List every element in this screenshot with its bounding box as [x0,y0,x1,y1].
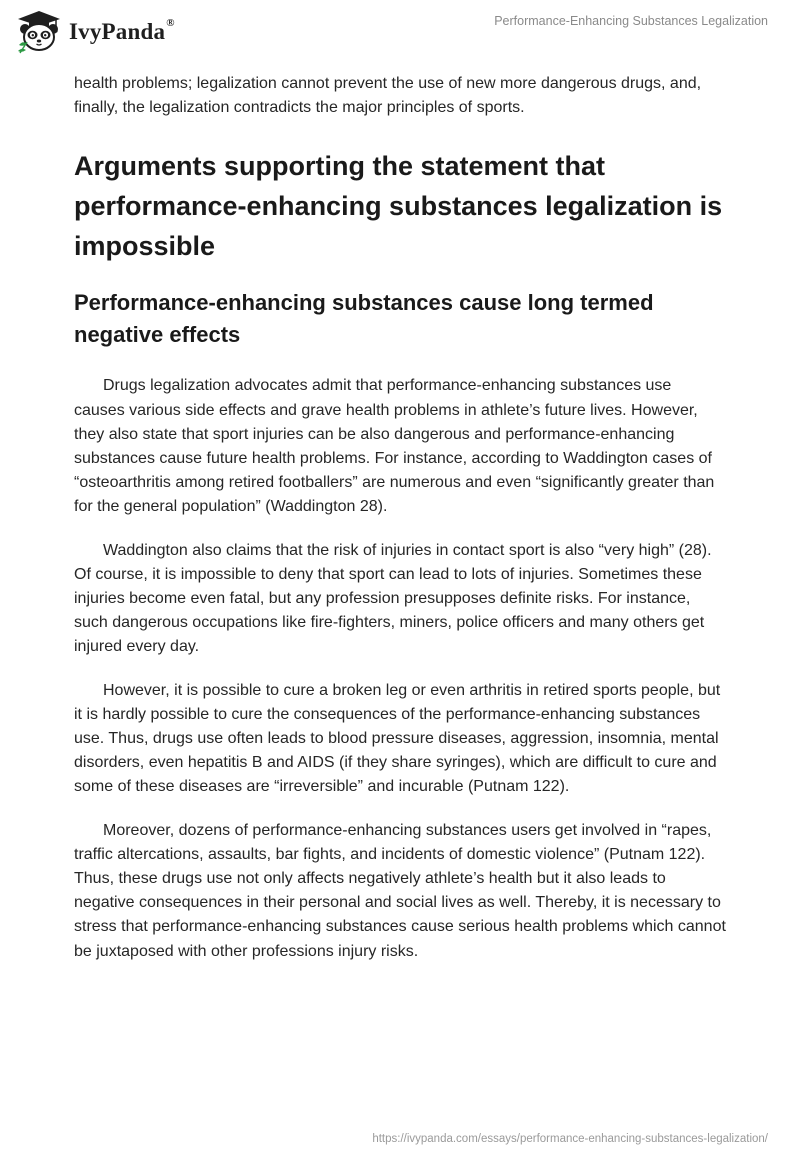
registered-mark: ® [166,17,175,29]
subsection-heading: Performance-enhancing substances cause long termed negative effects [74,290,654,348]
brand-name: IvyPanda® [69,17,175,44]
body-paragraph-1: Drugs legalization advocates admit that performance-enhancing substances use causes various side effects and grave health problems in athlete’s future lives. However, they also state that sport injuries can be also dangerous and performance-enhancing substances cause future health problems. For instance, according to Waddington cases of “osteoarthritis among retired footballers” are numerous and even “significantly greater than for the general population” (Waddington 28). [74,377,715,516]
body-paragraph-3: However, it is possible to cure a broken leg or even arthritis in retired sports people, but it is hardly possible to cure the consequences of the performance-enhancing substances use. Thus, drugs use often leads to blood pressure diseases, aggression, insomnia, mental disorders, even hepatitis B and AIDS (if they share syringes), which are difficult to cure and some of these diseases are “irreversible” and incurable (Putnam 122). [74,681,721,796]
document-title: Performance-Enhancing Substances Legalization [494,14,768,28]
body-paragraph-2: Waddington also claims that the risk of injuries in contact sport is also “very high” (28). Of course, it is impossible to deny that sport can lead to lots of injuries. Sometimes these injuries become even fatal, but any profession presupposes definite risks. For instance, such dangerous occupations like fire-fighters, miners, police officers and many others get injured every day. [74,541,712,656]
intro-fragment: health problems; legalization cannot prevent the use of new more dangerous drugs, and, finally, the legalization contradicts the major principles of sports. [74,75,702,117]
footer-url-link[interactable]: https://ivypanda.com/essays/performance-enhancing-substances-legalization/ [372,1133,768,1145]
essay-content [74,72,726,983]
ivypanda-logo[interactable] [16,9,175,55]
body-paragraph-4: Moreover, dozens of performance-enhancing substances users get involved in “rapes, traffic altercations, assaults, bar fights, and incidents of domestic violence” (Putnam 122). Thus, these drugs use not only affects negatively athlete’s health but it also leads to negative consequences in their personal and social lives as well. Thereby, it is necessary to stress that performance-enhancing substances cause serious health problems which cannot be juxtaposed with other professions injury risks. [74,821,726,960]
section-heading: Arguments supporting the statement that performance-enhancing substances legalization is impossible [74,151,723,262]
page-header [0,0,800,62]
panda-graduate-icon [16,9,62,55]
